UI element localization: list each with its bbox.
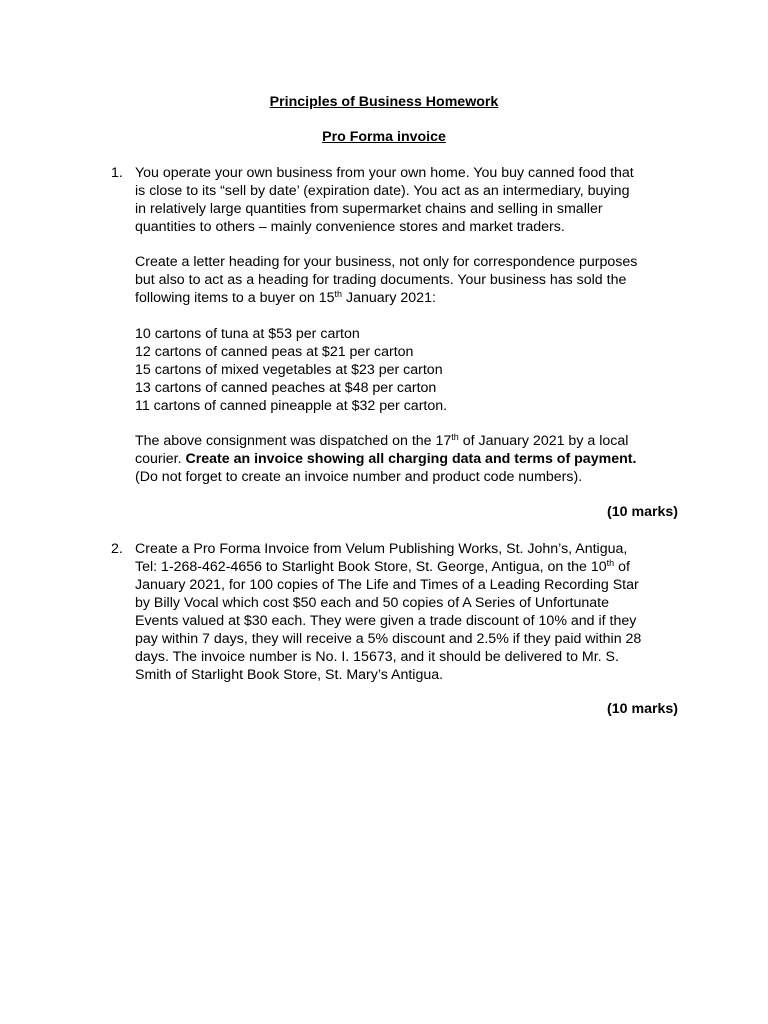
list-item: 12 cartons of canned peas at $21 per carton [135, 344, 414, 360]
q1-task-line3-pre: following items to a buyer on 15 [135, 290, 335, 306]
page-title: Principles of Business Homework [269, 94, 499, 110]
question-1-items [135, 325, 680, 415]
q2-line2-sup: th [606, 558, 615, 568]
q2-line [135, 558, 680, 576]
q1-dispatch-line [135, 432, 680, 450]
q2-line: Smith of Starlight Book Store, St. Mary’s Antigua. [135, 667, 444, 683]
q2-line: Events valued at $30 each. They were given a trade discount of 10% and if they [135, 613, 637, 629]
q1-task-line3-sup: th [334, 289, 343, 299]
q1-dispatch-sup: th [451, 432, 459, 442]
list-item: 13 cartons of canned peaches at $48 per carton [135, 380, 437, 396]
q1-intro-line: in relatively large quantities from supermarket chains and selling in smaller [135, 201, 603, 217]
q1-intro-line: You operate your own business from your own home. You buy canned food that [135, 165, 634, 181]
page-subtitle: Pro Forma invoice [322, 129, 446, 145]
question-1-task [135, 253, 680, 307]
question-2-number: 2. [111, 541, 123, 557]
q1-courier-text: courier. [135, 451, 186, 467]
q1-task-line3-post: January 2021: [342, 290, 436, 306]
question-2-marks: (10 marks) [607, 701, 678, 717]
question-1-dispatch [135, 432, 680, 486]
q1-task-line: but also to act as a heading for trading documents. Your business has sold the [135, 272, 627, 288]
q2-line: by Billy Vocal which cost $50 each and 50 copies of A Series of Unfortunate [135, 595, 609, 611]
q1-note: (Do not forget to create an invoice number and product code numbers). [135, 469, 583, 485]
list-item: 10 cartons of tuna at $53 per carton [135, 326, 360, 342]
q2-line2-post: of [614, 559, 630, 575]
q2-line2-pre: Tel: 1-268-462-4656 to Starlight Book Store, St. George, Antigua, on the 10 [135, 559, 607, 575]
question-1-intro [135, 164, 680, 236]
question-2-text [135, 540, 680, 684]
q1-dispatch-post: of January 2021 by a local [458, 433, 629, 449]
q2-line: Create a Pro Forma Invoice from Velum Publishing Works, St. John’s, Antigua, [135, 541, 628, 557]
list-item: 15 cartons of mixed vegetables at $23 per carton [135, 362, 443, 378]
q2-line: days. The invoice number is No. I. 15673, and it should be delivered to Mr. S. [135, 649, 619, 665]
question-1-marks: (10 marks) [607, 504, 678, 520]
q1-courier-line [135, 450, 680, 468]
q2-line: January 2021, for 100 copies of The Life and Times of a Leading Recording Star [135, 577, 639, 593]
question-1-number: 1. [111, 165, 123, 181]
q1-dispatch-pre: The above consignment was dispatched on the 17 [135, 433, 452, 449]
q2-line: pay within 7 days, they will receive a 5% discount and 2.5% if they paid within 28 [135, 631, 642, 647]
q1-intro-line: is close to its “sell by date’ (expiration date). You act as an intermediary, buying [135, 183, 630, 199]
q1-task-line [135, 289, 680, 307]
q1-courier-bold: Create an invoice showing all charging data and terms of payment. [185, 451, 637, 467]
list-item: 11 cartons of canned pineapple at $32 per carton. [135, 398, 448, 414]
q1-intro-line: quantities to others – mainly convenience stores and market traders. [135, 219, 565, 235]
q1-task-line: Create a letter heading for your business, not only for correspondence purposes [135, 254, 638, 270]
